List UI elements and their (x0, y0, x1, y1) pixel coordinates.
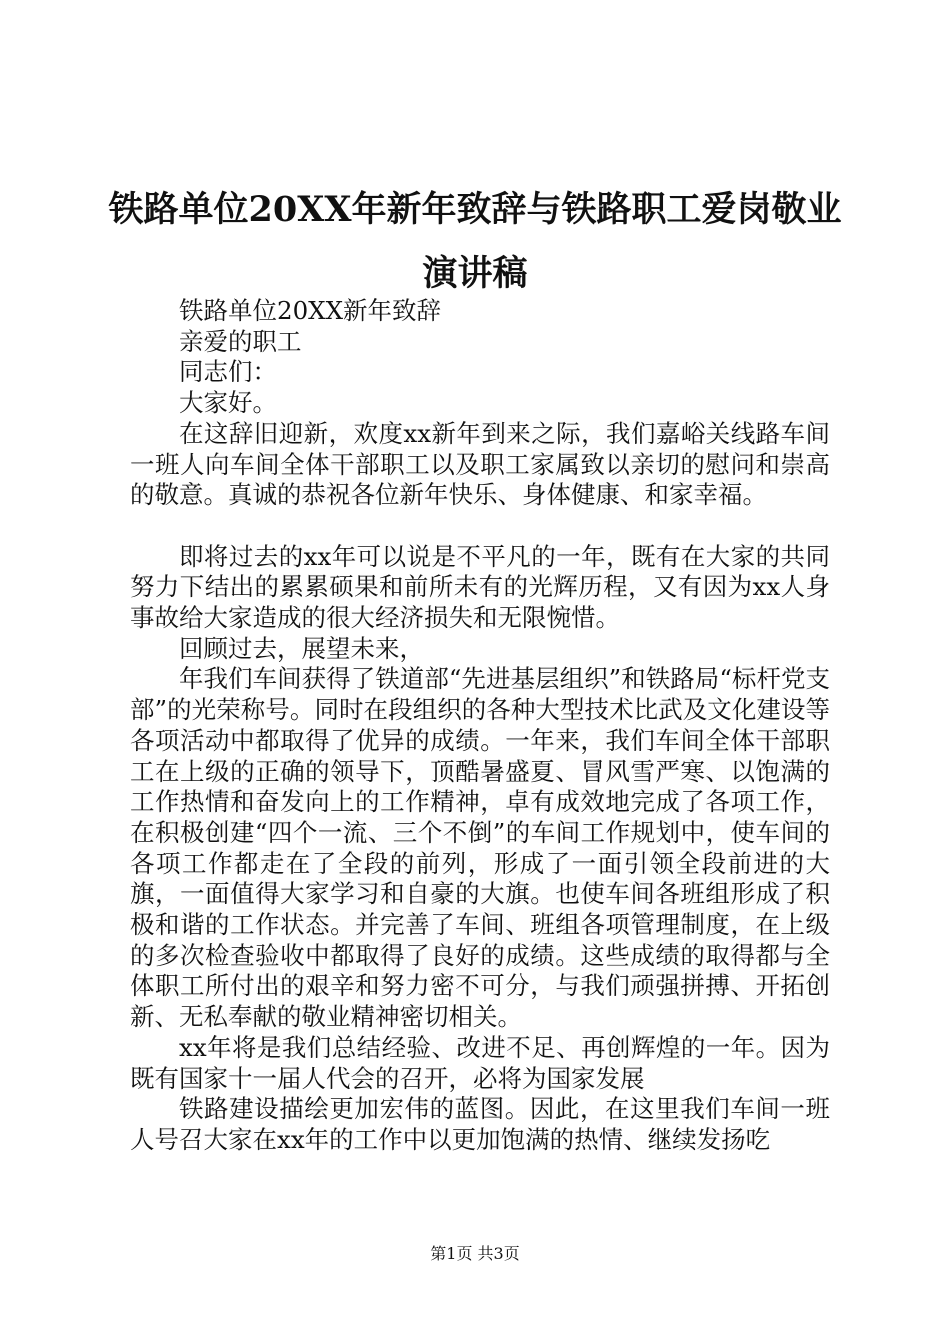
page-footer: 第1页 共3页 (430, 1244, 520, 1263)
paragraph: 亲爱的职工 (179, 326, 302, 356)
paragraph: 铁路建设描绘更加宏伟的蓝图。因此，在这里我们车间一班人号召大家在xx年的工作中以更加饱满的热情、继续发扬吃 (130, 1094, 830, 1154)
paragraph: 回顾过去，展望未来， (179, 633, 424, 663)
paragraph: 在这辞旧迎新，欢度xx新年到来之际，我们嘉峪关线路车间一班人向车间全体干部职工以及职工家属致以亲切的慰问和崇高的敬意。真诚的恭祝各位新年快乐、身体健康、和家幸福。 (130, 418, 830, 510)
paragraph: 大家好。 (179, 388, 277, 418)
paragraph: 即将过去的xx年可以说是不平凡的一年，既有在大家的共同努力下结出的累累硕果和前所未有的光辉历程，又有因为xx人身事故给大家造成的很大经济损失和无限惋惜。 (130, 541, 830, 633)
paragraph: xx年将是我们总结经验、改进不足、再创辉煌的一年。因为既有国家十一届人代会的召开，必将为国家发展 (130, 1032, 830, 1093)
paragraph: 铁路单位20XX新年致辞 (179, 296, 442, 325)
document-body (130, 296, 830, 1156)
document-title: 铁路单位20XX年新年致辞与铁路职工爱岗敬业演讲稿 (108, 189, 842, 294)
paragraph-spacer (130, 511, 830, 542)
paragraph: 年我们车间获得了铁道部“先进基层组织”和铁路局“标杆党支部”的光荣称号。同时在段组织的各种大型技术比武及文化建设等各项活动中都取得了优异的成绩。一年来，我们车间全体干部职工在上级的正确的领导下，顶酷暑盛夏、冒风雪严寒、以饱满的工作热情和奋发向上的工作精神，卓有成效地完成了各项工作，在积极创建“四个一流、三个不倒”的车间工作规划中，使车间的各项工作都走在了全段的前列，形成了一面引领全段前进的大旗，一面值得大家学习和自豪的大旗。也使车间各班组形成了积极和谐的工作状态。并完善了车间、班组各项管理制度，在上级的多次检查验收中都取得了良好的成绩。这些成绩的取得都与全体职工所付出的艰辛和努力密不可分，与我们顽强拼搏、开拓创新、无私奉献的敬业精神密切相关。 (130, 664, 830, 1032)
paragraph: 同志们： (179, 357, 277, 387)
